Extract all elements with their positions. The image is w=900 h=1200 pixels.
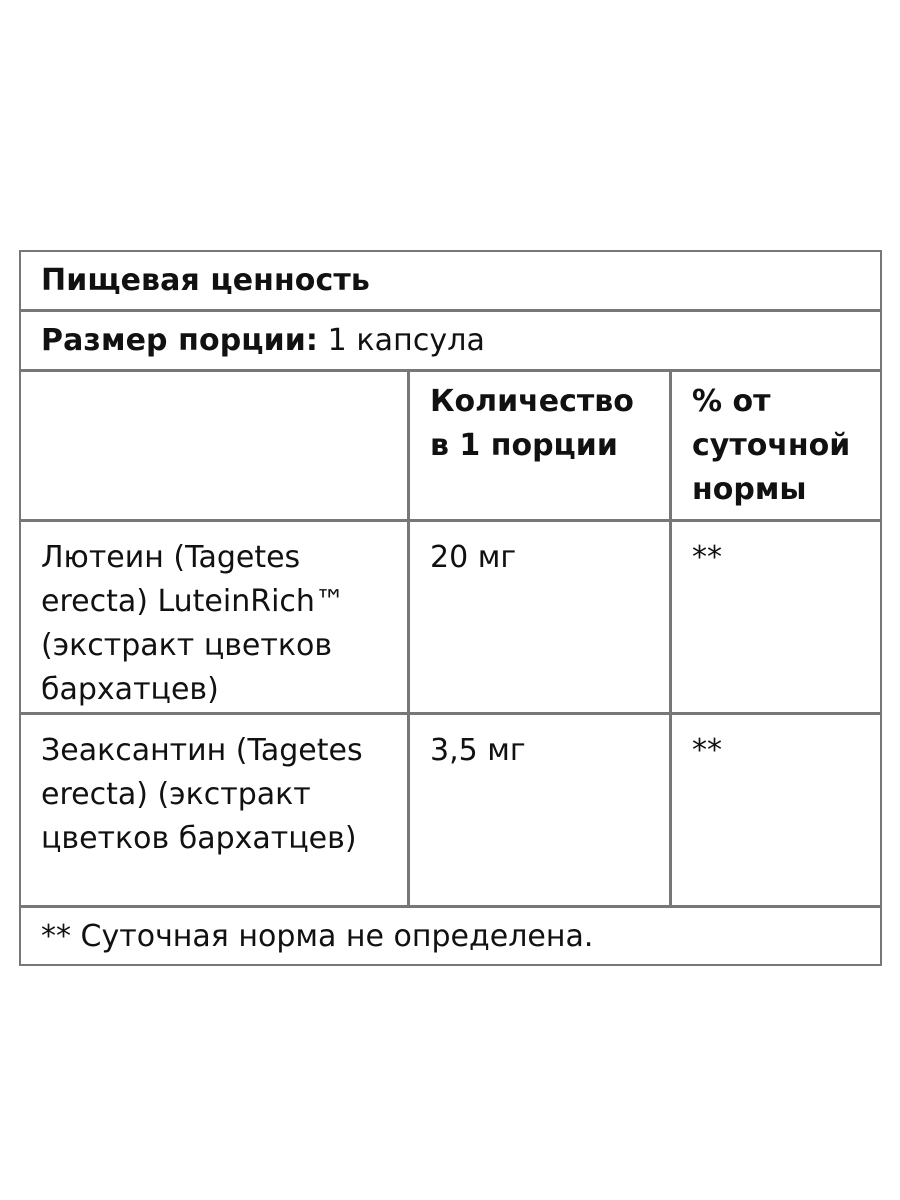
nutrition-facts-panel	[19, 250, 882, 966]
ingredient-amount: 3,5 мг	[407, 715, 669, 905]
serving-size-value: 1 капсула	[327, 323, 486, 358]
ingredient-daily-value: **	[669, 715, 880, 905]
serving-size-row	[21, 312, 880, 372]
header-ingredient	[21, 372, 407, 519]
table-row	[21, 522, 880, 715]
table-header-row	[21, 372, 880, 522]
serving-size-label: Размер порции:	[41, 323, 318, 358]
ingredient-name: Зеаксантин (Tagetes erecta) (экстракт цветков бархатцев)	[41, 733, 363, 856]
ingredient-daily-value: **	[669, 522, 880, 712]
header-amount: Количество в 1 порции	[407, 372, 669, 519]
header-daily-value: % от суточной нормы	[669, 372, 880, 519]
footnote: ** Суточная норма не определена.	[41, 918, 594, 954]
table-row	[21, 715, 880, 908]
ingredient-name: Лютеин (Tagetes erecta) LuteinRich™ (экстракт цветков бархатцев)	[41, 540, 345, 707]
panel-title: Пищевая ценность	[21, 252, 880, 312]
ingredient-amount: 20 мг	[407, 522, 669, 712]
